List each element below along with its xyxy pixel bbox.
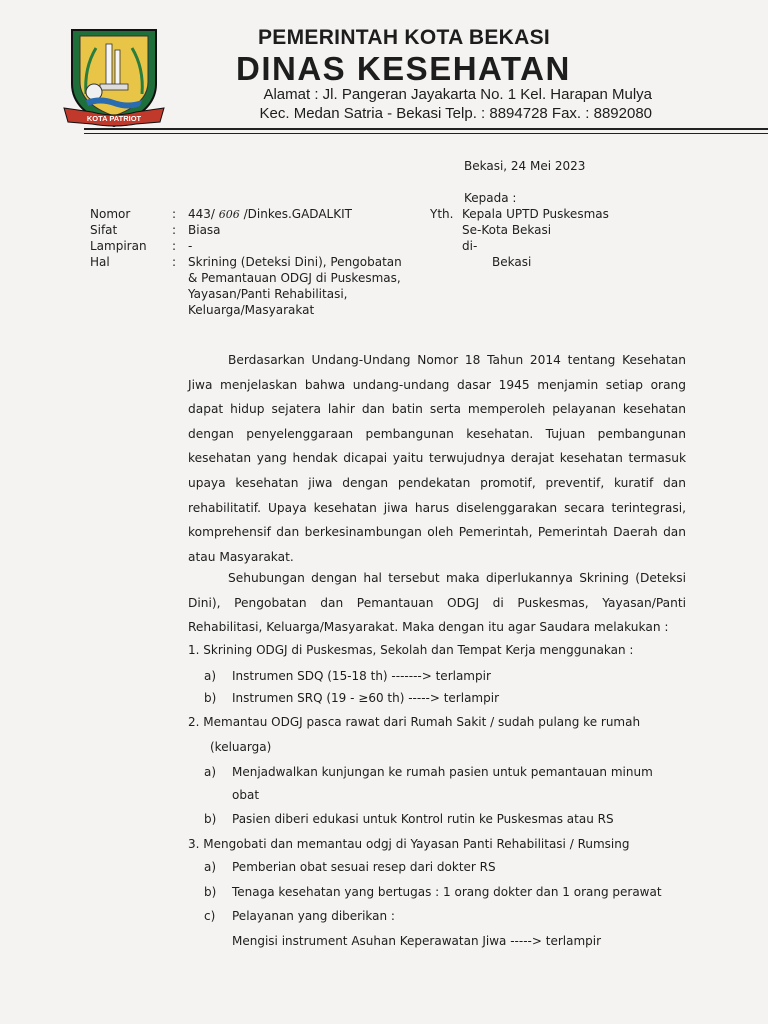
hal-line-3: Yayasan/Panti Rehabilitasi, [188, 287, 348, 301]
nomor-value [188, 206, 352, 223]
nomor-prefix: 443/ [188, 207, 215, 221]
list-item-1: 1. Skrining ODGJ di Puskesmas, Sekolah dan Tempat Kerja menggunakan : [188, 643, 634, 657]
hal-line-1: Skrining (Deteksi Dini), Pengobatan [188, 255, 402, 269]
list-item-2a-label: a) [204, 765, 217, 779]
list-item-2: 2. Memantau ODGJ pasca rawat dari Rumah Sakit / sudah pulang ke rumah [188, 715, 641, 729]
nomor-label: Nomor [90, 207, 131, 221]
list-item-3a-label: a) [204, 860, 217, 874]
body-paragraph-1: Berdasarkan Undang-Undang Nomor 18 Tahun 2014 tentang Kesehatan Jiwa menjelaskan bahwa undang-undang dasar 1945 menjamin setiap orang dapat hidup sejatera lahir dan batin serta memperoleh pelayanan kesehatan dengan penyelenggaraan pembangunan kesehatan. Tujuan pembangunan kesehatan yang hendak dicapai yaitu terwujudnya derajat kesehatan termasuk upaya kesehatan jiwa dengan pendekatan promotif, preventif, kuratif dan rehabilitatif. Upaya kesehatan jiwa harus diselenggarakan secara terintegrasi, komprehensif dan berkesinambungan oleh Pemerintah, Pemerintah Daerah dan atau Masyarakat. [188, 353, 686, 564]
hal-colon: : [172, 255, 177, 269]
place-date: Bekasi, 24 Mei 2023 [464, 159, 586, 173]
list-item-3c: Pelayanan yang diberikan : [232, 909, 395, 923]
list-item-2b: Pasien diberi edukasi untuk Kontrol rutin ke Puskesmas atau RS [232, 812, 614, 826]
list-item-2-cont: (keluarga) [210, 740, 272, 754]
list-item-2b-label: b) [204, 812, 217, 826]
list-item-3c-label: c) [204, 909, 216, 923]
list-item-3: 3. Mengobati dan memantau odgj di Yayasan Panti Rehabilitasi / Rumsing [188, 837, 630, 851]
recipient-line-2: Se-Kota Bekasi [462, 223, 552, 237]
nomor-handwritten: 606 [218, 208, 240, 221]
list-item-1a: Instrumen SDQ (15-18 th) -------> terlampir [232, 669, 491, 683]
list-item-3c-detail: Mengisi instrument Asuhan Keperawatan Jiwa -----> terlampir [232, 934, 602, 948]
sifat-value: Biasa [188, 223, 221, 237]
letterhead-rule-thin [84, 133, 768, 134]
government-name: PEMERINTAH KOTA BEKASI [258, 26, 551, 49]
list-item-1a-label: a) [204, 669, 217, 683]
hal-label: Hal [90, 255, 110, 269]
list-item-1b: Instrumen SRQ (19 - ≥60 th) -----> terlampir [232, 691, 500, 705]
body-paragraph-2: Sehubungan dengan hal tersebut maka diperlukannya Skrining (Deteksi Dini), Pengobatan dan Pemantauan ODGJ di Puskesmas, Yayasan/Panti Rehabilitasi, Keluarga/Masyarakat. Maka dengan itu agar Saudara melakukan : [188, 571, 686, 635]
list-item-3b-label: b) [204, 885, 217, 899]
to-label: Kepada : [464, 191, 517, 205]
city-emblem-logo [62, 22, 166, 130]
recipient-line-1: Kepala UPTD Puskesmas [462, 207, 609, 221]
lampiran-colon: : [172, 239, 177, 253]
lampiran-value: - [188, 239, 193, 253]
hal-line-2: & Pemantauan ODGJ di Puskesmas, [188, 271, 401, 285]
department-name: DINAS KESEHATAN [236, 50, 571, 87]
yth-label: Yth. [430, 207, 454, 221]
list-item-3a: Pemberian obat sesuai resep dari dokter RS [232, 860, 496, 874]
nomor-colon: : [172, 207, 177, 221]
list-item-3b: Tenaga kesehatan yang bertugas : 1 orang dokter dan 1 orang perawat [232, 885, 662, 899]
nomor-suffix: /Dinkes.GADALKIT [243, 207, 352, 221]
sifat-label: Sifat [90, 223, 118, 237]
list-item-1b-label: b) [204, 691, 217, 705]
letterhead-address [212, 85, 652, 123]
recipient-line-3: di- [462, 239, 478, 253]
address-line-2: Kec. Medan Satria - Bekasi Telp. : 8894728 Fax. : 8892080 [259, 105, 652, 122]
lampiran-label: Lampiran [90, 239, 147, 253]
hal-value [188, 254, 402, 318]
sifat-colon: : [172, 223, 177, 237]
hal-line-4: Keluarga/Masyarakat [188, 303, 315, 317]
list-item-2a-line-1: Menjadwalkan kunjungan ke rumah pasien untuk pemantauan minum [232, 765, 653, 779]
logo-ribbon-text: KOTA PATRIOT [86, 114, 142, 123]
recipient-line-4: Bekasi [492, 255, 532, 269]
letterhead-rule-thick [84, 128, 768, 130]
list-item-2a-line-2: obat [232, 788, 260, 802]
address-line-1: Alamat : Jl. Pangeran Jayakarta No. 1 Kel. Harapan Mulya [263, 86, 652, 103]
